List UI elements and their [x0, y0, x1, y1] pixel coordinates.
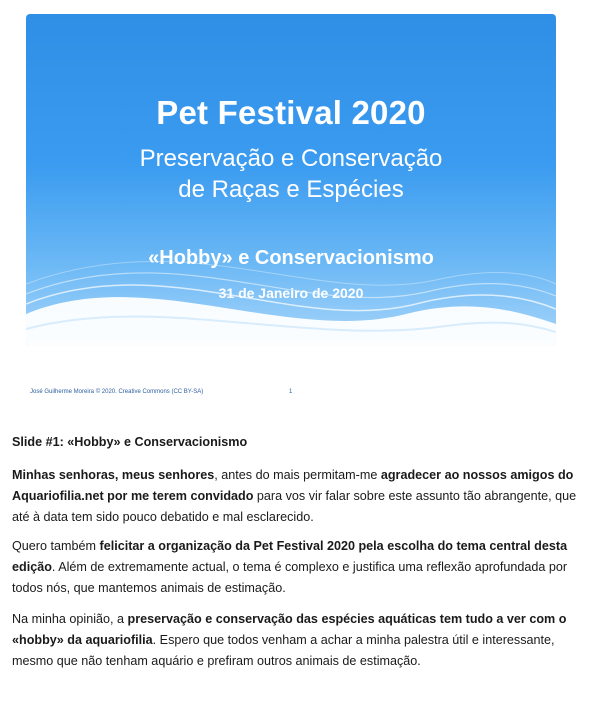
text-run: Minhas senhoras, meus senhores	[12, 468, 215, 482]
footer-credit: José Guilherme Moreira © 2020. Creative Commons (CC BY-SA)	[30, 389, 204, 395]
text-run: Quero também	[12, 539, 100, 553]
text-run: Na minha opinião, a	[12, 612, 128, 626]
text-run: preservação e conservação das espécies aquáticas tem tudo a ver com o «hobby» da aquariofilia	[12, 612, 567, 647]
notes-paragraph-1	[12, 465, 578, 528]
footer-page-number: 1	[289, 389, 293, 395]
slide-date: 31 de Janeiro de 2020	[218, 285, 364, 301]
slide-subtitle-line-1: Preservação e Conservação	[139, 145, 443, 172]
text-run: felicitar a organização da Pet Festival 2020 pela escolha do tema central desta edição	[12, 539, 568, 574]
notes-heading-rest: e Conservacionismo	[120, 435, 248, 449]
notes-heading	[12, 432, 578, 453]
notes-paragraph-2	[12, 536, 578, 599]
notes-heading-bold: Slide #1: «Hobby»	[12, 435, 121, 449]
slide-subtitle-line-2: de Raças e Espécies	[178, 176, 404, 203]
text-run: agradecer ao nossos amigos do Aquariofilia.net por me terem convidado	[12, 468, 574, 503]
text-run: para vos vir falar sobre este assunto tão abrangente, que até à data tem sido pouco debatido e mal esclarecido.	[12, 489, 577, 524]
text-run: . Espero que todos venham a achar a minha palestra útil e interessante, mesmo que não tenham aquário e prefiram outros animais de estimação.	[12, 633, 555, 668]
slide-thumbnail	[26, 14, 556, 346]
notes-paragraph-3	[12, 609, 578, 672]
slide-title: Pet Festival 2020	[156, 94, 426, 131]
slide-hobby-line: «Hobby» e Conservacionismo	[148, 247, 434, 269]
text-run: . Além de extremamente actual, o tema é complexo e justifica uma reflexão aprofundada por todos nós, que mantemos animais de estimação.	[12, 560, 568, 595]
text-run: , antes do mais permitam-me	[214, 468, 381, 482]
